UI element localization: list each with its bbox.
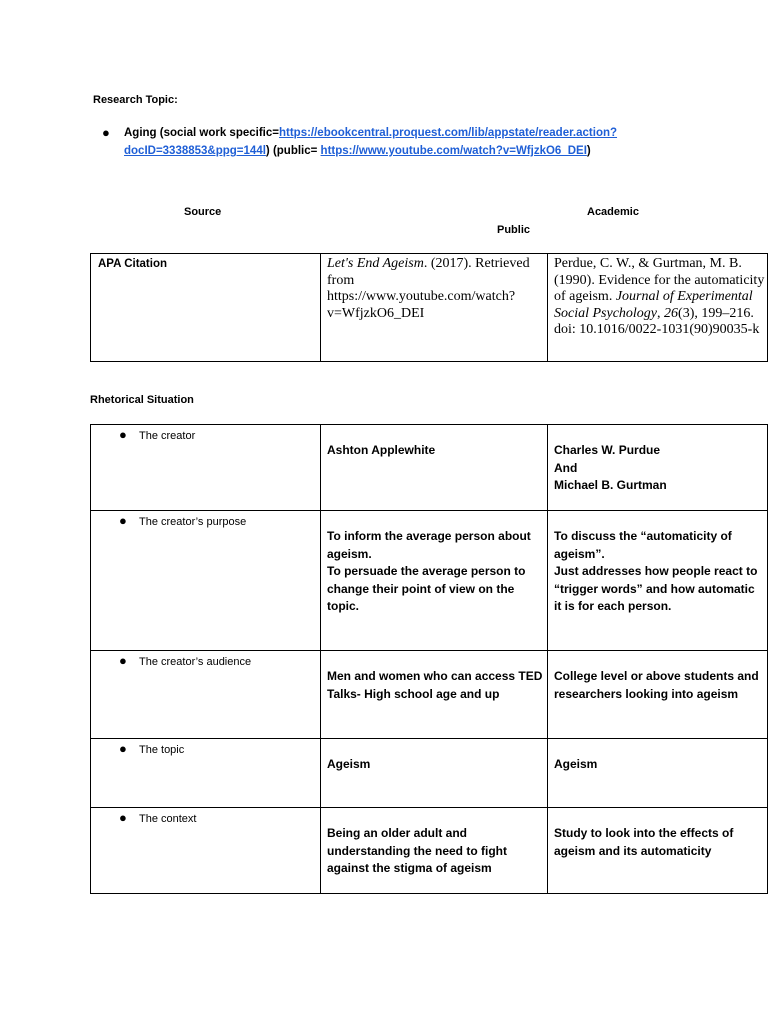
academic-cell — [548, 808, 768, 894]
academic-value: To discuss the “automaticity of ageism”. Just addresses how people react to “trigger words” and how automatic it is for each person. — [554, 529, 758, 613]
research-topic-label: Research Topic: — [93, 94, 178, 106]
research-topic-item — [102, 124, 672, 160]
closing-paren: ) — [586, 145, 591, 157]
academic-value: Study to look into the effects of ageism and its automaticity — [554, 826, 734, 858]
table-row — [91, 425, 768, 511]
public-value: To inform the average person about ageism. To persuade the average person to change their point of view on the topic. — [327, 529, 531, 613]
apa-citation-label: APA Citation — [98, 258, 167, 270]
citation-table — [90, 253, 768, 362]
table-row — [91, 808, 768, 894]
row-label-cell — [91, 425, 321, 511]
academic-value: Ageism — [554, 757, 598, 771]
public-cell — [321, 739, 548, 808]
public-cell — [321, 651, 548, 739]
academic-cell — [548, 425, 768, 511]
youtube-link[interactable]: https://www.youtube.com/watch?v=WfjzkO6_DEI — [320, 145, 587, 157]
row-label: The topic — [139, 744, 185, 756]
public-value: Being an older adult and understanding the need to fight against the stigma of ageism — [327, 826, 507, 875]
table-row — [91, 651, 768, 739]
column-heading-source: Source — [184, 206, 222, 218]
public-value: Ashton Applewhite — [327, 443, 436, 457]
academic-citation-cell — [548, 254, 768, 362]
academic-citation-authors: Perdue, C. W., & Gurtman, M. B. (1990). Evidence for the automaticity of ageism. — [554, 256, 765, 304]
ebookcentral-link[interactable]: https://ebookcentral.proquest.com/lib/appstate/reader.action? — [278, 127, 618, 139]
bullet-icon: ● — [119, 427, 127, 442]
public-cell — [321, 808, 548, 894]
public-citation-cell — [321, 254, 548, 362]
public-citation-rest: . (2017). Retrieved from https://www.youtube.com/watch?v=WfjzkO6_DEI — [327, 256, 530, 321]
academic-citation-comma: , — [657, 305, 661, 321]
row-label-cell — [91, 739, 321, 808]
public-value: Ageism — [327, 757, 371, 771]
bullet-icon: ● — [119, 653, 127, 668]
row-label-cell — [91, 808, 321, 894]
bullet-icon: ● — [102, 125, 110, 140]
table-row — [91, 511, 768, 651]
academic-value: College level or above students and researchers looking into ageism — [554, 669, 759, 701]
academic-cell — [548, 739, 768, 808]
column-heading-public: Public — [497, 224, 531, 236]
row-label: The context — [139, 813, 197, 825]
row-label: The creator’s audience — [139, 656, 252, 668]
academic-citation — [548, 254, 767, 339]
public-value: Men and women who can access TED Talks- High school age and up — [327, 669, 543, 701]
bullet-icon: ● — [119, 513, 127, 528]
academic-value: Charles W. Purdue And Michael B. Gurtman — [554, 443, 667, 492]
column-heading-academic: Academic — [587, 206, 639, 218]
research-topic-prefix: Aging (social work specific= — [124, 127, 279, 139]
rhetorical-table — [90, 424, 768, 894]
ebookcentral-link-continued[interactable]: docID=3338853&ppg=144l — [124, 145, 266, 157]
row-label: The creator — [139, 430, 196, 442]
academic-cell — [548, 651, 768, 739]
row-label-cell — [91, 651, 321, 739]
public-cell — [321, 511, 548, 651]
academic-citation-rest: (3), 199–216. doi: 10.1016/0022-1031(90)90035-k — [554, 305, 760, 337]
public-cell — [321, 425, 548, 511]
row-label: The creator’s purpose — [139, 516, 247, 528]
citation-label-cell — [91, 254, 321, 362]
bullet-icon: ● — [119, 741, 127, 756]
rhetorical-situation-heading: Rhetorical Situation — [90, 394, 194, 406]
academic-citation-volume: 26 — [664, 305, 679, 321]
row-label-cell — [91, 511, 321, 651]
public-citation-title: Let's End Ageism — [327, 256, 424, 271]
academic-citation-journal: Journal of Experimental Social Psychology — [554, 289, 753, 321]
table-row — [91, 739, 768, 808]
academic-cell — [548, 511, 768, 651]
public-citation — [321, 254, 547, 322]
bullet-icon: ● — [119, 810, 127, 825]
public-label: ) (public= — [265, 145, 321, 157]
